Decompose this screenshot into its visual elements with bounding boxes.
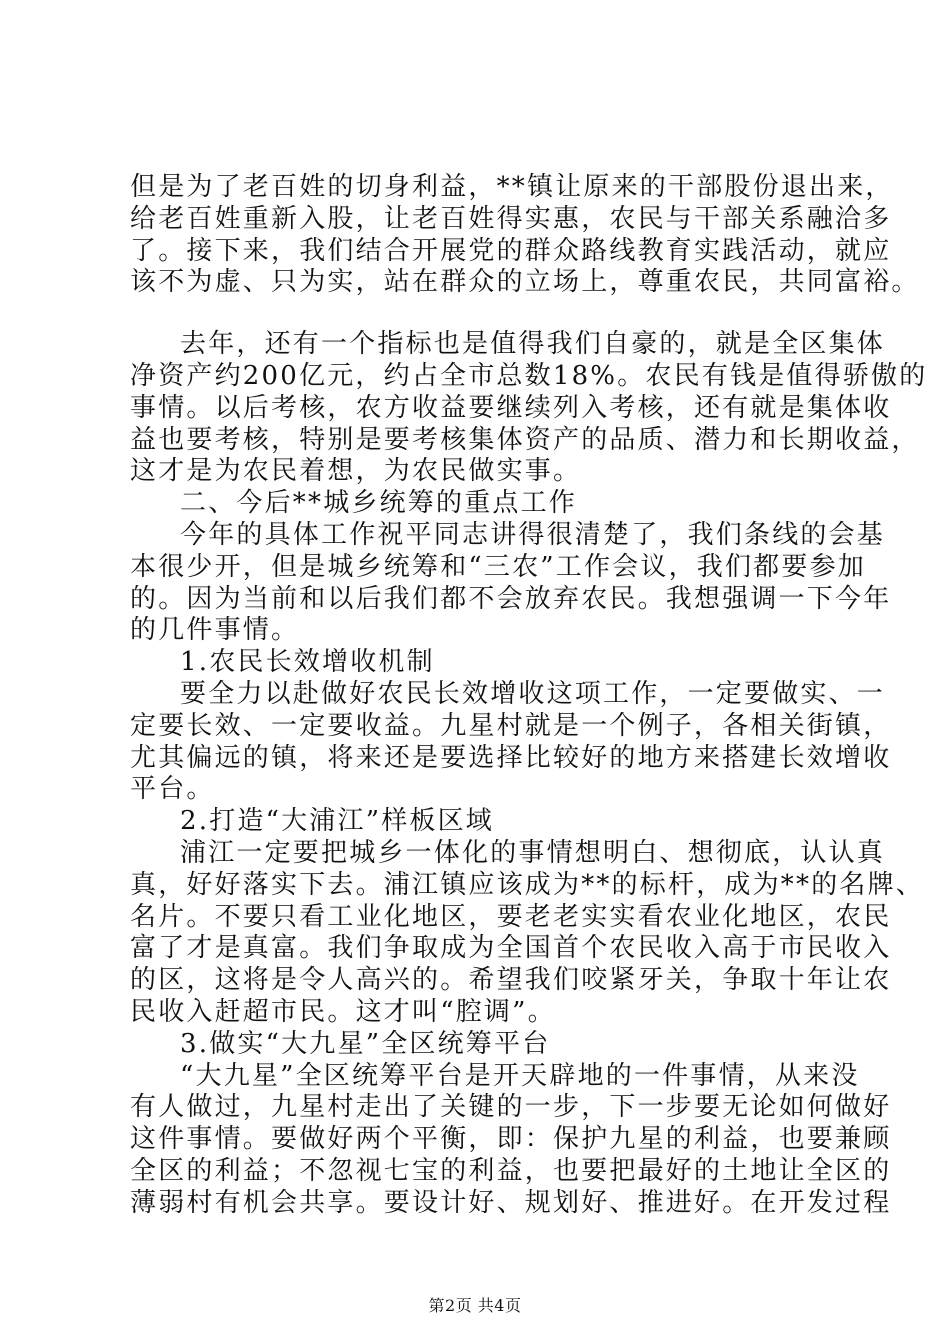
text-line: 净资产约200亿元，约占全市总数18%。农民有钱是值得骄傲的 [130,360,928,391]
text-line: 真，好好落实下去。浦江镇应该成为**的标杆，成为**的名牌、 [130,869,925,900]
text-line: “大九星”全区统筹平台是开天辟地的一件事情，从来没 [180,1060,860,1091]
page-footer [0,1296,950,1316]
text-line: 这才是为农民着想，为农民做实事。 [130,456,582,487]
text-line: 全区的利益；不忽视七宝的利益，也要把最好的土地让全区的 [130,1155,892,1186]
text-line: 事情。以后考核，农方收益要继续列入考核，还有就是集体收 [130,392,892,423]
body-text [130,172,928,1220]
text-line: 益也要考核，特别是要考核集体资产的品质、潜力和长期收益， [130,424,920,455]
text-line: 平台。 [130,774,215,805]
subsection-heading: 3.做实“大九星”全区统筹平台 [180,1028,551,1059]
text-line: 但是为了老百姓的切身利益，**镇让原来的干部股份退出来， [130,172,894,202]
section-heading: 二、今后**城乡统筹的重点工作 [180,488,578,519]
text-line: 这件事情。要做好两个平衡，即：保护九星的利益，也要兼顾 [130,1124,892,1155]
page-number-label: 第2页 共4页 [428,1296,522,1315]
text-line: 名片。不要只看工业化地区，要老老实实看农业化地区，农民 [130,901,892,932]
text-line: 本很少开，但是城乡统筹和“三农”工作会议，我们都要参加 [130,551,866,582]
text-line: 定要长效、一定要收益。九星村就是一个例子，各相关街镇， [130,710,892,741]
text-line: 的几件事情。 [130,615,300,646]
subsection-heading: 2.打造“大浦江”样板区域 [180,806,494,837]
text-line: 要全力以赴做好农民长效增收这项工作，一定要做实、一 [180,678,886,709]
text-line: 的区，这将是令人高兴的。希望我们咬紧牙关，争取十年让农 [130,965,892,996]
text-line: 了。接下来，我们结合开展党的群众路线教育实践活动，就应 [130,235,892,266]
text-line: 今年的具体工作祝平同志讲得很清楚了，我们条线的会基 [180,519,886,550]
text-line: 有人做过，九星村走出了关键的一步，下一步要无论如何做好 [130,1092,892,1123]
text-line: 的。因为当前和以后我们都不会放弃农民。我想强调一下今年 [130,583,892,614]
subsection-heading: 1.农民长效增收机制 [180,647,435,678]
text-line: 尤其偏远的镇，将来还是要选择比较好的地方来搭建长效增收 [130,742,892,773]
paragraph-gap [130,299,845,329]
text-line: 该不为虚、只为实，站在群众的立场上，尊重农民，共同富裕。 [130,267,920,298]
text-line: 给老百姓重新入股，让老百姓得实惠，农民与干部关系融洽多 [130,203,892,234]
text-line: 去年，还有一个指标也是值得我们自豪的，就是全区集体 [180,329,886,360]
text-line: 民收入赶超市民。这才叫“腔调”。 [130,996,556,1027]
text-line: 浦江一定要把城乡一体化的事情想明白、想彻底，认认真 [180,837,886,868]
text-line: 薄弱村有机会共享。要设计好、规划好、推进好。在开发过程 [130,1187,892,1218]
text-line: 富了才是真富。我们争取成为全国首个农民收入高于市民收入 [130,933,892,964]
